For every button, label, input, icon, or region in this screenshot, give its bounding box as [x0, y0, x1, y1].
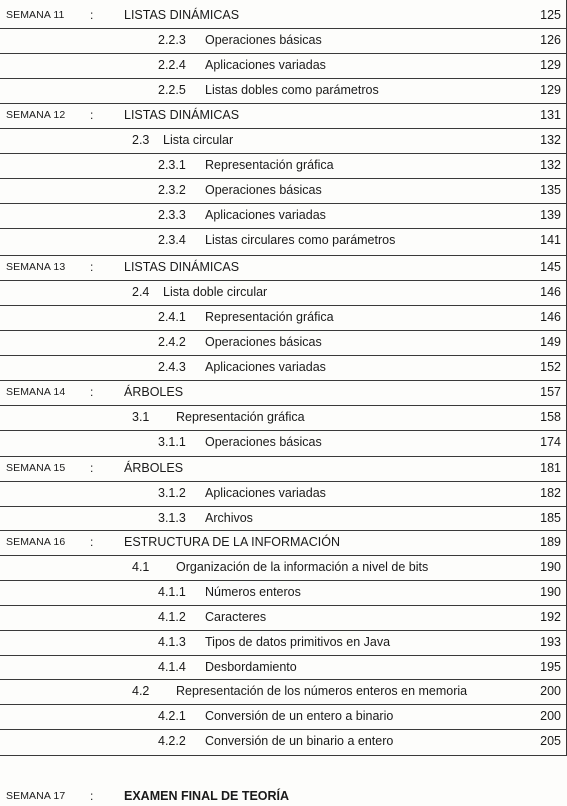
toc-week-row [0, 257, 567, 277]
week-label: SEMANA 11 [6, 9, 65, 21]
section-title: Lista circular [163, 133, 234, 147]
row-divider [0, 355, 567, 356]
page-number: 126 [540, 33, 561, 47]
section-title: Caracteres [205, 610, 267, 624]
row-divider [0, 605, 567, 606]
week-label: SEMANA 15 [6, 462, 66, 474]
toc-section-row [0, 706, 567, 726]
page-number: 182 [540, 486, 561, 500]
section-number: 2.4.1 [158, 310, 186, 324]
section-title: Conversión de un entero a binario [205, 709, 394, 723]
toc-section-row [0, 180, 567, 200]
page-number: 152 [540, 360, 561, 374]
week-separator: : [90, 535, 94, 549]
section-title: Representación gráfica [176, 410, 305, 424]
toc-section-row [0, 357, 567, 377]
toc-section-row [0, 483, 567, 503]
section-title: Aplicaciones variadas [205, 58, 326, 72]
section-title: Representación de los números enteros en memoria [176, 684, 468, 698]
toc-section-row [0, 230, 567, 250]
row-divider [0, 481, 567, 482]
section-number: 2.3.2 [158, 183, 186, 197]
row-divider [0, 228, 567, 229]
toc-week-row [0, 458, 567, 478]
page-number: 132 [540, 133, 561, 147]
row-divider [0, 655, 567, 656]
section-title: Operaciones básicas [205, 335, 322, 349]
section-number: 3.1 [132, 410, 150, 424]
week-title: LISTAS DINÁMICAS [124, 260, 240, 274]
page-number: 158 [540, 410, 561, 424]
row-divider [0, 679, 567, 680]
section-title: Aplicaciones variadas [205, 208, 326, 222]
toc-section-row [0, 130, 567, 150]
week-separator: : [90, 789, 94, 803]
page-number: 135 [540, 183, 561, 197]
row-divider [0, 630, 567, 631]
section-number: 4.1.3 [158, 635, 186, 649]
section-title: Operaciones básicas [205, 435, 322, 449]
row-divider [0, 255, 567, 256]
page-number: 200 [540, 684, 561, 698]
page-number: 205 [540, 734, 561, 748]
page-number: 125 [540, 8, 561, 22]
row-divider [0, 28, 567, 29]
row-divider [0, 330, 567, 331]
week-separator: : [90, 260, 94, 274]
week-title: LISTAS DINÁMICAS [124, 108, 240, 122]
page-number: 141 [540, 233, 561, 247]
row-divider [0, 506, 567, 507]
section-title: Aplicaciones variadas [205, 360, 326, 374]
section-title: Operaciones básicas [205, 183, 322, 197]
toc-section-row [0, 282, 567, 302]
row-divider [0, 128, 567, 129]
section-number: 2.2.3 [158, 33, 186, 47]
page-number: 195 [540, 660, 561, 674]
toc-section-row [0, 432, 567, 452]
week-title: ÁRBOLES [124, 461, 184, 475]
section-number: 4.1.1 [158, 585, 186, 599]
toc-section-row [0, 407, 567, 427]
row-divider [0, 456, 567, 457]
section-title: Listas dobles como parámetros [205, 83, 379, 97]
toc-week-row [0, 382, 567, 402]
toc-section-row [0, 657, 567, 677]
toc-section-row [0, 155, 567, 175]
row-divider [0, 580, 567, 581]
page-number: 129 [540, 83, 561, 97]
page-number: 129 [540, 58, 561, 72]
toc-section-row [0, 731, 567, 751]
section-number: 2.2.4 [158, 58, 186, 72]
section-title: Conversión de un binario a entero [205, 734, 394, 748]
page-number: 139 [540, 208, 561, 222]
week-title: ESTRUCTURA DE LA INFORMACIÓN [124, 535, 340, 549]
section-number: 2.2.5 [158, 83, 186, 97]
toc-week-row [0, 5, 567, 25]
section-title: Archivos [205, 511, 253, 525]
row-divider [0, 755, 567, 756]
week-title: EXAMEN FINAL DE TEORÍA [124, 789, 290, 803]
section-number: 3.1.1 [158, 435, 186, 449]
row-divider [0, 704, 567, 705]
toc-section-row [0, 557, 567, 577]
row-divider [0, 405, 567, 406]
toc-section-row [0, 205, 567, 225]
section-title: Organización de la información a nivel de bits [176, 560, 429, 574]
section-number: 2.3.1 [158, 158, 186, 172]
row-divider [0, 380, 567, 381]
page-number: 157 [540, 385, 561, 399]
page-number: 132 [540, 158, 561, 172]
section-title: Números enteros [205, 585, 301, 599]
section-number: 4.1 [132, 560, 150, 574]
page-number: 190 [540, 560, 561, 574]
week-title: ÁRBOLES [124, 385, 184, 399]
page-number: 193 [540, 635, 561, 649]
section-number: 4.2.2 [158, 734, 186, 748]
section-title: Lista doble circular [163, 285, 268, 299]
section-title: Listas circulares como parámetros [205, 233, 396, 247]
row-divider [0, 305, 567, 306]
page-number: 192 [540, 610, 561, 624]
page-number: 174 [540, 435, 561, 449]
row-divider [0, 78, 567, 79]
row-divider [0, 53, 567, 54]
section-number: 4.2.1 [158, 709, 186, 723]
row-divider [0, 203, 567, 204]
toc-section-row [0, 632, 567, 652]
page-number: 149 [540, 335, 561, 349]
page-number: 145 [540, 260, 561, 274]
week-separator: : [90, 385, 94, 399]
section-title: Tipos de datos primitivos en Java [205, 635, 391, 649]
section-number: 2.3 [132, 133, 150, 147]
section-title: Operaciones básicas [205, 33, 322, 47]
week-label: SEMANA 13 [6, 261, 66, 273]
section-title: Representación gráfica [205, 158, 334, 172]
section-number: 2.3.4 [158, 233, 186, 247]
toc-week-row [0, 105, 567, 125]
section-number: 3.1.3 [158, 511, 186, 525]
toc-section-row [0, 607, 567, 627]
section-title: Representación gráfica [205, 310, 334, 324]
toc-week-row [0, 786, 567, 806]
section-number: 3.1.2 [158, 486, 186, 500]
toc-section-row [0, 80, 567, 100]
toc-section-row [0, 55, 567, 75]
row-divider [0, 729, 567, 730]
week-separator: : [90, 108, 94, 122]
section-number: 4.1.4 [158, 660, 186, 674]
section-number: 4.1.2 [158, 610, 186, 624]
week-separator: : [90, 8, 94, 22]
toc-section-row [0, 681, 567, 701]
week-label: SEMANA 17 [6, 790, 66, 802]
week-label: SEMANA 14 [6, 386, 66, 398]
section-title: Desbordamiento [205, 660, 297, 674]
toc-section-row [0, 582, 567, 602]
section-number: 2.4 [132, 285, 150, 299]
page-number: 190 [540, 585, 561, 599]
toc-section-row [0, 307, 567, 327]
week-label: SEMANA 16 [6, 536, 66, 548]
row-divider [0, 178, 567, 179]
toc-section-row [0, 508, 567, 528]
row-divider [0, 555, 567, 556]
section-number: 2.3.3 [158, 208, 186, 222]
toc-week-row [0, 532, 567, 552]
section-number: 2.4.3 [158, 360, 186, 374]
page-number: 181 [540, 461, 561, 475]
row-divider [0, 430, 567, 431]
page-number: 146 [540, 285, 561, 299]
row-divider [0, 103, 567, 104]
page-number: 189 [540, 535, 561, 549]
section-number: 4.2 [132, 684, 150, 698]
row-divider [0, 153, 567, 154]
page-number: 200 [540, 709, 561, 723]
row-divider [0, 280, 567, 281]
page-number: 185 [540, 511, 561, 525]
section-number: 2.4.2 [158, 335, 186, 349]
page-number: 146 [540, 310, 561, 324]
toc-section-row [0, 332, 567, 352]
toc-section-row [0, 30, 567, 50]
week-title: LISTAS DINÁMICAS [124, 8, 240, 22]
page-number: 131 [540, 108, 561, 122]
row-divider [0, 530, 567, 531]
week-label: SEMANA 12 [6, 109, 66, 121]
week-separator: : [90, 461, 94, 475]
section-title: Aplicaciones variadas [205, 486, 326, 500]
